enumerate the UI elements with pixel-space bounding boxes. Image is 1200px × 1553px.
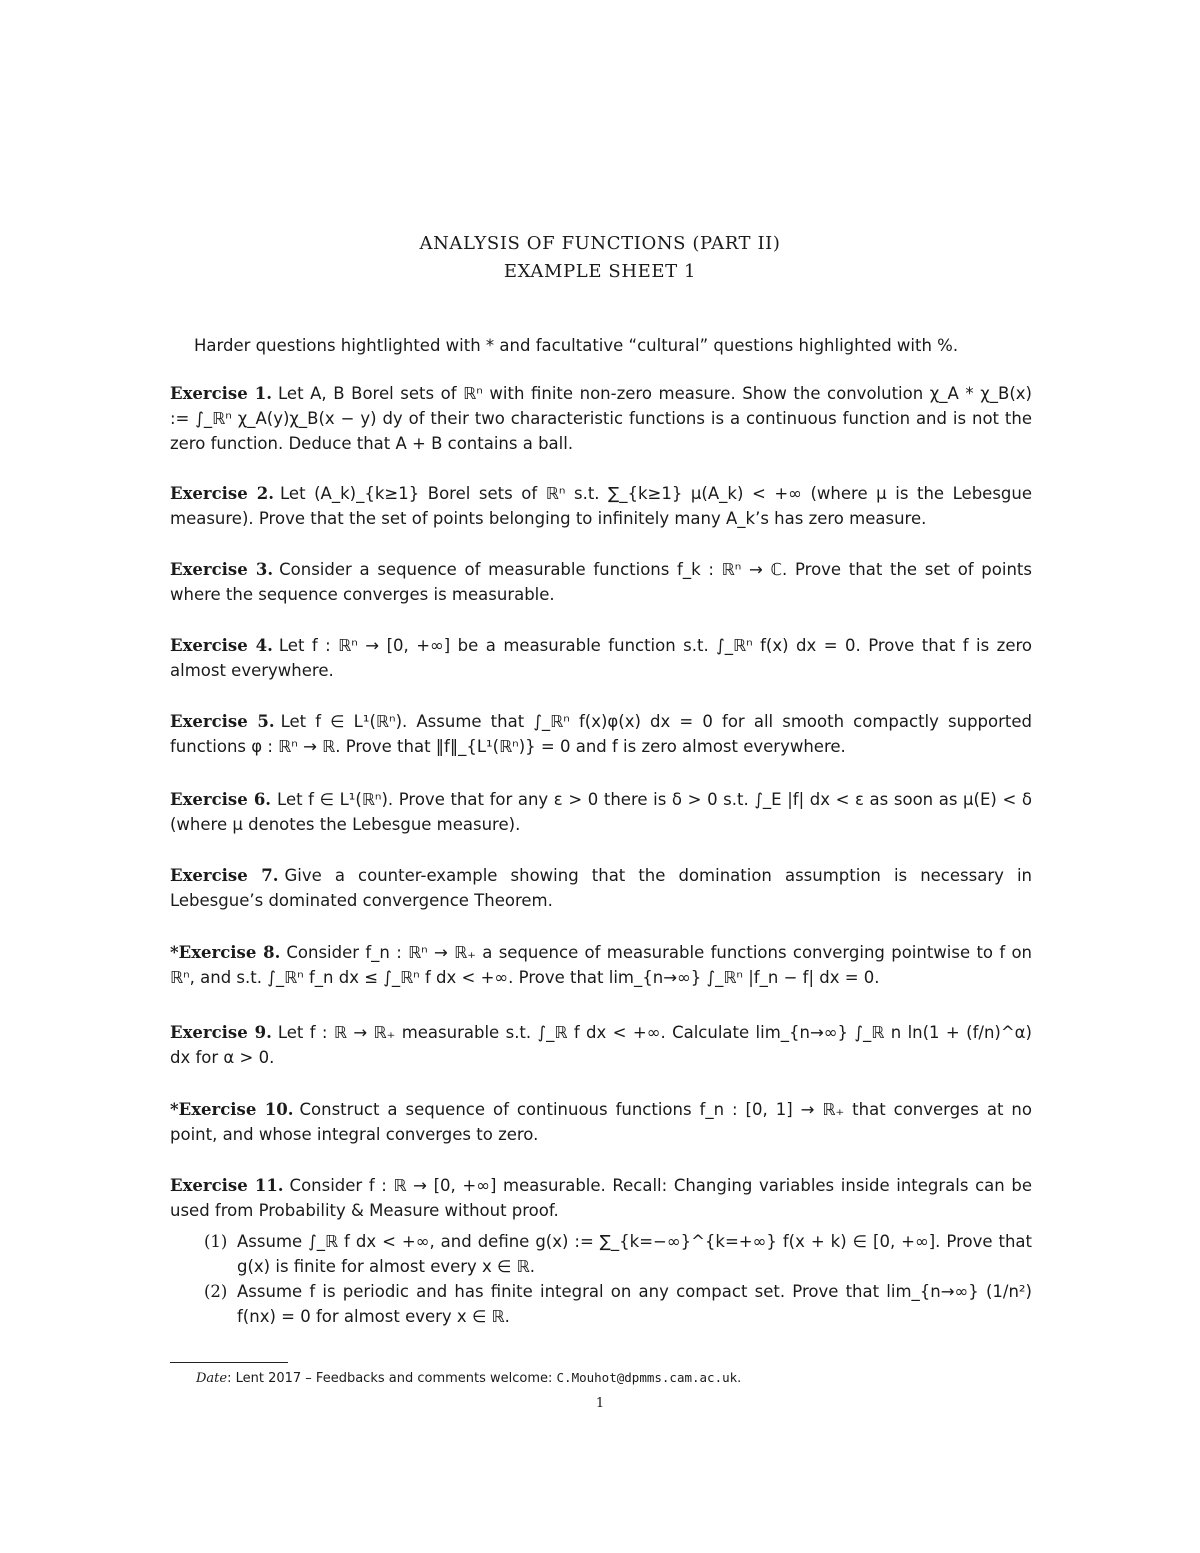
exercise-4 — [170, 633, 1032, 683]
document-subtitle: EXAMPLE SHEET 1 — [503, 261, 697, 282]
exercise-heading: Exercise 7. — [170, 866, 279, 885]
item-text: Assume ∫_ℝ f dx < +∞, and define g(x) := ∑_{k=−∞}^{k=+∞} f(x + k) ∈ [0, +∞]. Prove that g(x) is finite for almost every x ∈ ℝ. — [237, 1232, 1032, 1276]
exercise-text: Let f ∈ L¹(ℝⁿ). Prove that for any ε > 0 there is δ > 0 s.t. ∫_E |f| dx < ε as soon as μ(E) < δ (where μ denotes the Lebesgue measure). — [170, 790, 1032, 834]
exercise-9 — [170, 1020, 1032, 1070]
exercise-11-item-1 — [204, 1229, 1032, 1279]
exercise-11-item-2 — [204, 1279, 1032, 1329]
exercise-text: Let (A_k)_{k≥1} Borel sets of ℝⁿ s.t. ∑_{k≥1} μ(A_k) < +∞ (where μ is the Lebesgue measure). Prove that the set of points belonging to infinitely many A_k’s has zero measure. — [170, 484, 1032, 528]
exercise-text: Let f : ℝⁿ → [0, +∞] be a measurable function s.t. ∫_ℝⁿ f(x) dx = 0. Prove that f is zero almost everywhere. — [170, 636, 1032, 680]
page-number: 1 — [595, 1396, 605, 1411]
exercise-text: Give a counter-example showing that the domination assumption is necessary in Lebesgue’s dominated convergence Theorem. — [170, 866, 1032, 910]
exercise-heading: *Exercise 10. — [170, 1100, 294, 1119]
exercise-6 — [170, 787, 1032, 837]
footnote-rule — [170, 1362, 288, 1363]
document-title: ANALYSIS OF FUNCTIONS (PART II) — [419, 233, 781, 254]
exercise-text: Let f ∈ L¹(ℝⁿ). Assume that ∫_ℝⁿ f(x)φ(x) dx = 0 for all smooth compactly supported functions φ : ℝⁿ → ℝ. Prove that ‖f‖_{L¹(ℝⁿ)} = 0 and f is zero almost everywhere. — [170, 712, 1032, 756]
exercise-text: Consider f_n : ℝⁿ → ℝ₊ a sequence of measurable functions converging pointwise to f on ℝⁿ, and s.t. ∫_ℝⁿ f_n dx ≤ ∫_ℝⁿ f dx < +∞. Prove that lim_{n→∞} ∫_ℝⁿ |f_n − f| dx = 0. — [170, 943, 1033, 987]
exercise-10 — [170, 1097, 1032, 1147]
exercise-heading: Exercise 6. — [170, 790, 272, 809]
exercise-heading: Exercise 9. — [170, 1023, 272, 1042]
footnote-end: . — [737, 1371, 742, 1386]
exercise-text: Let A, B Borel sets of ℝⁿ with finite non-zero measure. Show the convolution χ_A * χ_B(x) := ∫_ℝⁿ χ_A(y)χ_B(x − y) dy of their two characteristic functions is a continuous function and is not the zero function. Deduce that A + B contains a ball. — [170, 384, 1032, 453]
exercise-heading: Exercise 3. — [170, 560, 274, 579]
footnote — [196, 1370, 741, 1386]
exercise-2 — [170, 481, 1032, 531]
exercise-text: Consider a sequence of measurable functions f_k : ℝⁿ → ℂ. Prove that the set of points where the sequence converges is measurable. — [170, 560, 1032, 604]
exercise-text: Construct a sequence of continuous functions f_n : [0, 1] → ℝ₊ that converges at no point, and whose integral converges to zero. — [170, 1100, 1032, 1144]
item-number: (1) — [204, 1232, 228, 1251]
exercise-3 — [170, 557, 1032, 607]
exercise-7 — [170, 863, 1032, 913]
item-number: (2) — [204, 1282, 228, 1301]
exercise-heading: *Exercise 8. — [170, 943, 281, 962]
exercise-heading: Exercise 2. — [170, 484, 275, 503]
exercise-text: Let f : ℝ → ℝ₊ measurable s.t. ∫_ℝ f dx < +∞. Calculate lim_{n→∞} ∫_ℝ n ln(1 + (f/n)^α) dx for α > 0. — [170, 1023, 1032, 1067]
exercise-11 — [170, 1173, 1032, 1223]
item-text: Assume f is periodic and has finite integral on any compact set. Prove that lim_{n→∞} (1/n²) f(nx) = 0 for almost every x ∈ ℝ. — [237, 1282, 1032, 1326]
footnote-email: C.Mouhot@dpmms.cam.ac.uk — [556, 1370, 738, 1385]
exercise-heading: Exercise 4. — [170, 636, 273, 655]
exercise-8 — [170, 940, 1032, 990]
exercise-heading: Exercise 5. — [170, 712, 275, 731]
exercise-text: Consider f : ℝ → [0, +∞] measurable. Recall: Changing variables inside integrals can be used from Probability & Measure without proof. — [170, 1176, 1032, 1220]
footnote-label: Date — [196, 1371, 228, 1386]
exercise-heading: Exercise 1. — [170, 384, 273, 403]
exercise-5 — [170, 709, 1032, 759]
footnote-text: : Lent 2017 – Feedbacks and comments welcome: — [227, 1371, 557, 1386]
exercise-1 — [170, 381, 1032, 456]
intro-note: Harder questions hightlighted with * and facultative “cultural” questions highlighted with %. — [194, 336, 959, 355]
exercise-heading: Exercise 11. — [170, 1176, 284, 1195]
